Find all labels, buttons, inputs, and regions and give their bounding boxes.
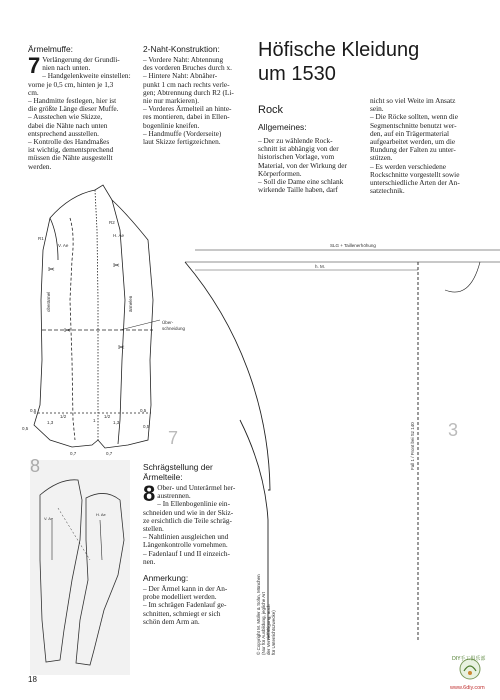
text-line: wirkende Taille haben, darf — [258, 185, 338, 195]
sleeve-outline — [34, 185, 153, 448]
measure: 0,5 — [140, 408, 147, 413]
text-line: – Vorderes Ärmelteil an hinte- — [143, 104, 232, 114]
text-line: cm. — [28, 87, 39, 97]
heading-2-naht: 2-Naht-Konstruktion: — [143, 44, 220, 54]
copyright-vertical: © Copyright M. Müller & Sohn, München (Nur für Ausbildung, jegliche Art der Vervielfältigung, auch für Unterrichtszwecke) — [256, 574, 276, 655]
figure-number-3: 3 — [448, 420, 459, 440]
text-line: – Es werden verschiedene — [370, 161, 446, 171]
label-ueber: Über- — [162, 320, 174, 325]
text-line: ist wichtig, dementsprechend — [28, 145, 114, 155]
text-line: nien nach unten. — [42, 63, 91, 73]
text-line: gen; Abtrennung durch R2 (Li- — [143, 87, 234, 97]
logo-url: www.6diy.com — [450, 685, 485, 691]
scissors-icon: ✂ — [64, 326, 71, 335]
text-line: historischen Vorlage, vom — [258, 152, 335, 162]
rock-heading: Rock — [258, 104, 284, 116]
label-unterarm: ärmelen — [128, 295, 133, 312]
skirt-arc — [185, 262, 270, 490]
measure: 0,5 — [30, 408, 37, 413]
logo-text: DIY手工俱乐部 — [452, 656, 486, 662]
figure-number-7: 7 — [168, 428, 179, 448]
heading-aermelmuffe: Ärmelmuffe: — [28, 44, 73, 54]
measure: 0,7 — [70, 451, 77, 456]
text-line: entsprechend ausstellen. — [28, 128, 99, 138]
text-line: unterschiedliche Arten der An- — [370, 178, 460, 188]
text-line: Rockschnitte vorgestellt sowie — [370, 169, 460, 179]
text-line: Längenkontrolle vornehmen. — [143, 540, 228, 550]
measure: 1 — [93, 418, 96, 423]
fig8-label-hae: H. Ae — [96, 512, 106, 517]
text-line: stellen. — [143, 524, 164, 534]
text-line: schön dem Arm an. — [143, 616, 200, 626]
text-line: – Handmitte festlegen, hier ist — [28, 96, 117, 106]
measure: 1/2 — [60, 414, 67, 419]
text-line: werden. — [28, 161, 52, 171]
text-line: – Nahtlinien ausgleichen und — [143, 532, 229, 542]
text-line: die größte Länge dieser Muffe. — [28, 104, 119, 114]
measure: 1,3 — [113, 420, 120, 425]
dropcap-7: 7 — [28, 53, 41, 78]
skirt-top-label: SLG + Taillenerhöhung — [330, 243, 376, 248]
text-line: stützen. — [370, 153, 393, 163]
label-r1: R1 — [38, 236, 44, 241]
text-line: – Vordere Naht: Abtennung — [143, 55, 224, 64]
scissors-icon: ✂ — [118, 343, 125, 352]
page-title: Höfische Kleidung um 1530 — [258, 39, 420, 85]
scissors-icon: ✂ — [113, 261, 120, 270]
text-line: vorne je 0,5 cm, hinten je 1,3 — [28, 79, 114, 89]
text-line: schnitt ist abhängig von der — [258, 144, 339, 154]
dropcap-8: 8 — [143, 481, 156, 506]
text-line: – Hintere Naht: Abnäher- — [143, 71, 218, 81]
text-line: – Die Röcke sollten, wenn die — [370, 112, 458, 122]
text-line: – In Ellenbogenlinie ein- — [157, 499, 230, 509]
measure: 0,5 — [22, 426, 29, 431]
text-line: Segmentschnitte benutzt wer- — [370, 120, 457, 130]
text-line: Verlängerung der Grundli- — [42, 55, 120, 64]
text-line: – Handgelenkweite einstellen: — [42, 71, 131, 81]
text-line: laut Skizze fertigzeichnen. — [143, 137, 221, 147]
text-line: – Fadenlauf I und II einzeich- — [143, 548, 230, 558]
skirt-hem-curve — [445, 262, 480, 292]
label-schneidung: schneidung — [162, 326, 186, 331]
sleeve-seam-front — [70, 218, 75, 440]
text-line: ze ersichtlich die Teile schräg- — [143, 515, 232, 525]
scissors-icon: ✂ — [48, 265, 55, 274]
text-line: schneiden und wie in der Skiz- — [143, 507, 234, 517]
text-line: punkt 1 cm nach rechts verle- — [143, 79, 230, 89]
label-oberarm: oberärmel — [46, 291, 51, 312]
measure: 0,5 — [143, 424, 150, 429]
label-r2: R2 — [109, 220, 115, 225]
text-line: nicht so viel Weite im Ansatz — [370, 96, 456, 105]
text-line: – Handmuffe (Vorderseite) — [143, 128, 222, 138]
text-line: – Der zu wählende Rock- — [258, 136, 333, 145]
text-line: bogenlinie kneifen. — [143, 120, 200, 130]
heading-schraegstellung: Schrägstellung der Ärmelteile: — [143, 462, 213, 482]
measure: 1/2 — [104, 414, 111, 419]
text-line: den, auf ein Trägermaterial — [370, 128, 450, 138]
text-line: Ober- und Unterärmel her- — [157, 483, 236, 492]
label-vae: V. Ae — [58, 243, 69, 248]
text-line: satztechnik. — [370, 186, 405, 196]
text-line: probe modelliert werden. — [143, 592, 217, 602]
text-line: – Ausstechen wie Skizze, — [28, 112, 103, 122]
text-line: müssen die Nähte ausgestellt — [28, 153, 113, 163]
text-line: dabei die Nähte nach unten — [28, 120, 108, 130]
text-line: Rundung der Falten zu unter- — [370, 145, 456, 155]
text-line: sein. — [370, 104, 384, 114]
measure: 1,3 — [47, 420, 54, 425]
skirt-vertical-label: Fall 1 / Front bei Sz 140 — [410, 422, 415, 470]
text-line: res montieren, dabei in Ellen- — [143, 112, 230, 122]
text-line: des vorderen Bruches durch x. — [143, 63, 232, 73]
heading-anmerkung: Anmerkung: — [143, 573, 189, 584]
page-number: 18 — [28, 675, 37, 684]
label-hae: H. Ae — [113, 233, 125, 238]
fig8-label-vae: V. Ae — [44, 516, 54, 521]
skirt-hm-label: h. M. — [315, 264, 326, 269]
sleeve-center — [95, 190, 98, 440]
text-line: – Soll die Dame eine schlank — [258, 177, 344, 187]
text-line: aufgearbeitet werden, um die — [370, 137, 456, 147]
text-line: – Kontrolle des Handmaßes — [28, 137, 110, 147]
text-line: – Der Ärmel kann in der An- — [143, 584, 228, 594]
site-logo — [446, 651, 494, 695]
text-line: – Im schrägen Fadenlauf ge- — [143, 600, 227, 610]
figure-number-8: 8 — [30, 456, 41, 476]
allgemeines-heading: Allgemeines: — [258, 122, 307, 132]
text-line: Körperformen. — [258, 168, 302, 178]
text-line: Material, von der Wirkung der — [258, 160, 347, 170]
sleeve-inner — [50, 218, 58, 260]
text-line: nie nur markieren). — [143, 96, 200, 106]
text-line: austrennen. — [157, 491, 191, 501]
measure: 0,7 — [106, 451, 113, 456]
text-line: schnitten, schmiegt er sich — [143, 608, 221, 618]
text-line: nen. — [143, 556, 156, 566]
